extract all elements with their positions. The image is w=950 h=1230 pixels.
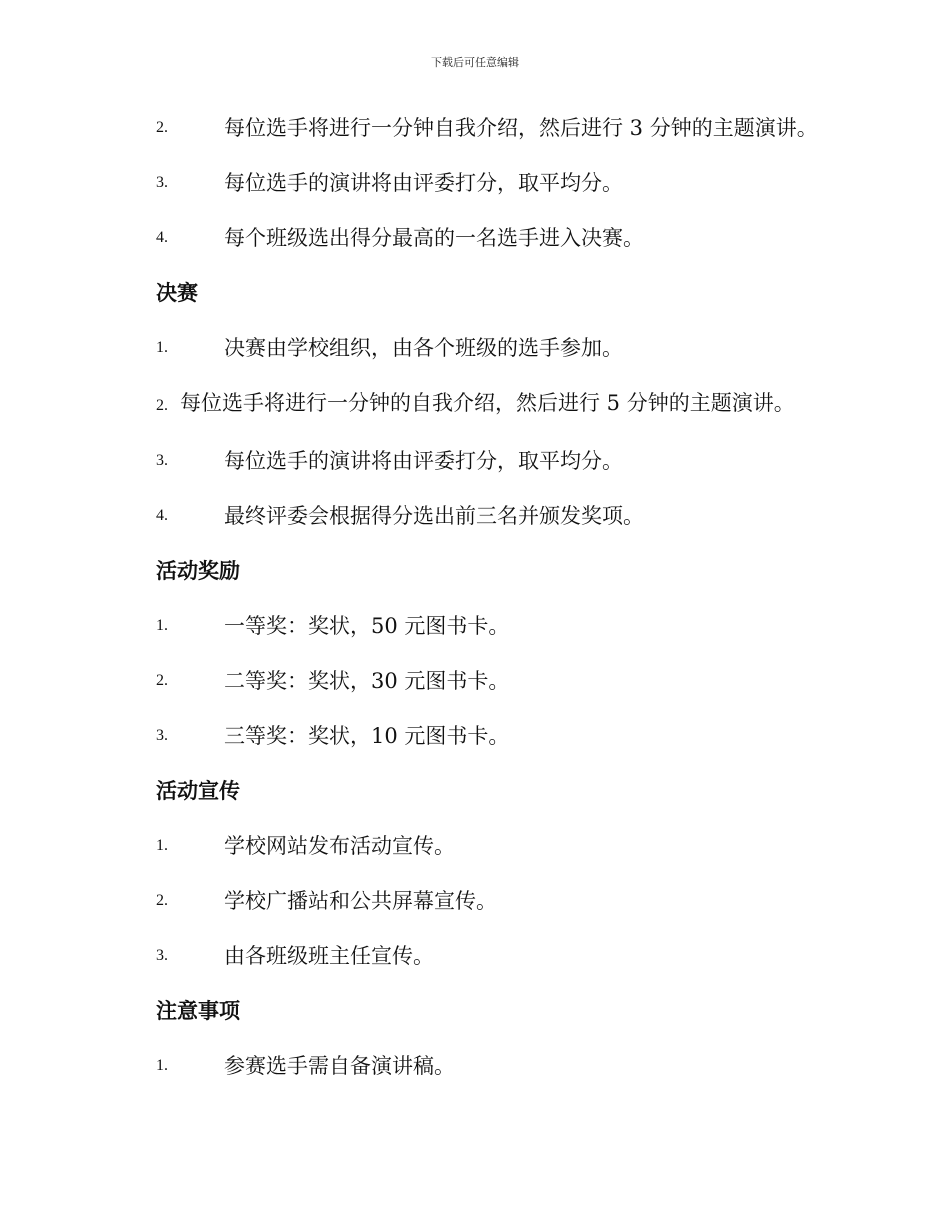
list-item (112, 936, 832, 976)
list-text: 由各班级班主任宣传。 (224, 944, 434, 968)
list-text: 每位选手的演讲将由评委打分，取平均分。 (224, 171, 623, 195)
list-number: 2. (156, 119, 168, 136)
list-number: 2. (156, 397, 168, 414)
list-text: 每个班级选出得分最高的一名选手进入决赛。 (224, 226, 644, 250)
list-item (112, 881, 832, 921)
list-item (112, 716, 832, 756)
list-number: 4. (156, 229, 168, 246)
list-text: 学校网站发布活动宣传。 (224, 834, 455, 858)
list-item (112, 163, 832, 203)
list-number: 1. (156, 617, 168, 634)
list-text: 最终评委会根据得分选出前三名并颁发奖项。 (224, 504, 644, 528)
list-item (112, 441, 832, 481)
list-number: 4. (156, 507, 168, 524)
list-text: 一等奖：奖状，50 元图书卡。 (224, 614, 510, 638)
list-text: 参赛选手需自备演讲稿。 (224, 1054, 455, 1078)
list-text: 二等奖：奖状，30 元图书卡。 (224, 669, 510, 693)
list-item (112, 1046, 832, 1086)
list-number: 2. (156, 892, 168, 909)
list-text: 三等奖：奖状，10 元图书卡。 (224, 724, 510, 748)
section-heading-notes: 注意事项 (156, 999, 240, 1023)
list-text: 决赛由学校组织，由各个班级的选手参加。 (224, 336, 623, 360)
list-number: 3. (156, 174, 168, 191)
list-item (112, 328, 832, 368)
list-item (112, 606, 832, 646)
section-heading-promotion: 活动宣传 (156, 779, 240, 803)
page-header: 下载后可任意编辑 (431, 56, 519, 69)
list-number: 3. (156, 727, 168, 744)
list-item (68, 383, 832, 426)
list-number: 3. (156, 947, 168, 964)
list-number: 3. (156, 452, 168, 469)
list-number: 1. (156, 1057, 168, 1074)
list-text: 每位选手的演讲将由评委打分，取平均分。 (224, 449, 623, 473)
list-number: 2. (156, 672, 168, 689)
section-heading-rewards: 活动奖励 (156, 559, 240, 583)
list-number: 1. (156, 339, 168, 356)
list-item (112, 108, 832, 148)
list-item (112, 218, 832, 258)
list-text: 学校广播站和公共屏幕宣传。 (224, 889, 497, 913)
list-number: 1. (156, 837, 168, 854)
list-text: 每位选手将进行一分钟自我介绍，然后进行 3 分钟的主题演讲。 (224, 116, 818, 140)
list-item (112, 496, 832, 536)
list-item (112, 826, 832, 866)
list-item (112, 661, 832, 701)
section-heading-final: 决赛 (156, 281, 198, 305)
list-text: 每位选手将进行一分钟的自我介绍，然后进行 5 分钟的主题演讲。 (180, 391, 795, 415)
document-body (112, 108, 832, 1101)
